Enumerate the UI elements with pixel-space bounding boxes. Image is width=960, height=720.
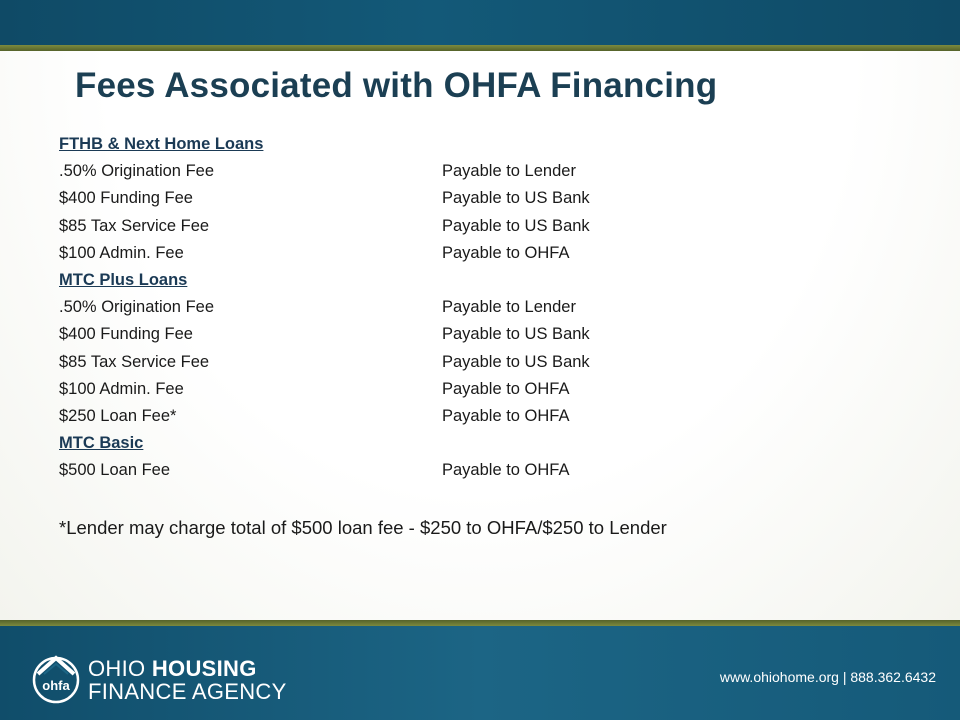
fee-name: $85 Tax Service Fee <box>59 216 210 235</box>
fee-row <box>59 321 590 348</box>
fee-payable-to: Payable to Lender <box>442 298 576 317</box>
fee-row <box>59 349 590 376</box>
fee-name: $250 Loan Fee* <box>59 406 177 425</box>
contact-info: www.ohiohome.org | 888.362.6432 <box>719 669 936 685</box>
fee-payable-to: Payable to OHFA <box>442 406 570 425</box>
logo-mark-text: ohfa <box>42 678 70 693</box>
fee-row <box>59 185 590 212</box>
fee-name: $500 Loan Fee <box>59 461 171 480</box>
logo-wordmark-line2: FINANCE AGENCY <box>88 679 287 704</box>
fee-payable-to: Payable to US Bank <box>442 325 590 344</box>
fee-payable-to: Payable to OHFA <box>442 379 570 398</box>
fee-name: $400 Funding Fee <box>59 189 193 208</box>
fee-row <box>59 294 590 321</box>
fee-payable-to: Payable to OHFA <box>442 461 570 480</box>
fee-row <box>59 213 590 240</box>
fee-row <box>59 403 590 430</box>
fee-name: $85 Tax Service Fee <box>59 352 210 371</box>
fee-row <box>59 240 590 267</box>
fee-payable-to: Payable to US Bank <box>442 216 590 235</box>
fee-table <box>59 131 590 484</box>
fee-payable-to: Payable to US Bank <box>442 189 590 208</box>
section-heading-row <box>59 267 590 294</box>
section-heading: FTHB & Next Home Loans <box>59 135 264 154</box>
page-title: Fees Associated with OHFA Financing <box>75 66 718 105</box>
logo-word-housing: HOUSING <box>151 656 257 681</box>
fee-row <box>59 158 590 185</box>
fee-row <box>59 376 590 403</box>
fee-name: $100 Admin. Fee <box>59 379 184 398</box>
fee-name: .50% Origination Fee <box>59 298 215 317</box>
house-roof-circle-icon <box>28 650 84 706</box>
fee-name: .50% Origination Fee <box>59 162 215 181</box>
section-heading: MTC Plus Loans <box>59 271 188 290</box>
header-bar <box>0 0 960 45</box>
fee-payable-to: Payable to Lender <box>442 162 576 181</box>
fee-payable-to: Payable to OHFA <box>442 243 570 262</box>
fee-name: $100 Admin. Fee <box>59 243 184 262</box>
logo-word-ohio: OHIO <box>88 656 152 681</box>
ohfa-logo <box>28 650 298 706</box>
section-heading-row <box>59 430 590 457</box>
fee-payable-to: Payable to US Bank <box>442 352 590 371</box>
section-heading: MTC Basic <box>59 434 144 453</box>
fee-row <box>59 457 590 484</box>
fee-name: $400 Funding Fee <box>59 325 193 344</box>
section-heading-row <box>59 131 590 158</box>
footnote: *Lender may charge total of $500 loan fee - $250 to OHFA/$250 to Lender <box>59 517 667 538</box>
